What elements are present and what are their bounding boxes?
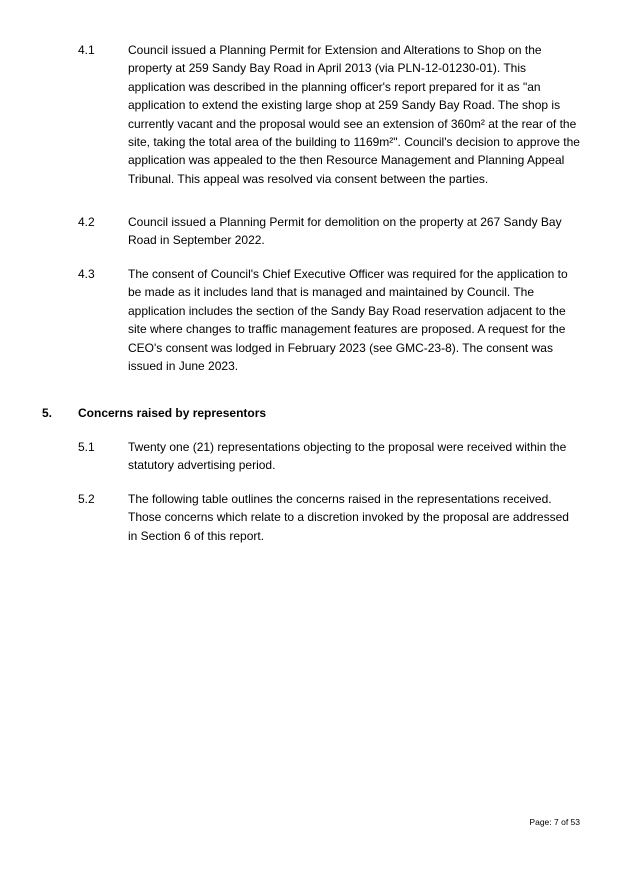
section-number: 5. [42,406,53,420]
section-title: Concerns raised by representors [78,406,267,420]
paragraph-text: The consent of Council's Chief Executive Officer was required for the application to be made as it includes land that is managed and maintained by Council. The application includes the section of the Sandy Bay Road reservation adjacent to the site where changes to traffic management features are proposed. A request for the CEO's consent was lodged in February 2023 (see GMC-23-8). The consent was issued in June 2023. [128,267,568,374]
paragraph-text: Council issued a Planning Permit for Extension and Alterations to Shop on the property at 259 Sandy Bay Road in April 2013 (via PLN-12-01230-01). This application was described in the planning officer's report prepared for it as "an application to extend the existing large shop at 259 Sandy Bay Road. The shop is currently vacant and the proposal would see an extension of 360m² at the rear of the site, taking the total area of the building to 1169m²". Council's decision to approve the application was appealed to the then Resource Management and Planning Appeal Tribunal. This appeal was resolved via consent between the parties. [128,43,580,186]
paragraph-number: 4.2 [78,215,95,229]
paragraph-number: 5.1 [78,440,95,454]
paragraph-number: 5.2 [78,492,95,506]
page-number-footer: Page: 7 of 53 [529,817,580,827]
paragraph-text: The following table outlines the concerns raised in the representations received. Those concerns which relate to a discretion invoked by the proposal are addressed in Section 6 of this report. [128,492,569,543]
paragraph-text: Council issued a Planning Permit for demolition on the property at 267 Sandy Bay Road in September 2022. [128,215,562,248]
paragraph-number: 4.3 [78,267,95,281]
paragraph-number: 4.1 [78,43,95,57]
paragraph-text: Twenty one (21) representations objecting to the proposal were received within the statutory advertising period. [128,440,567,473]
